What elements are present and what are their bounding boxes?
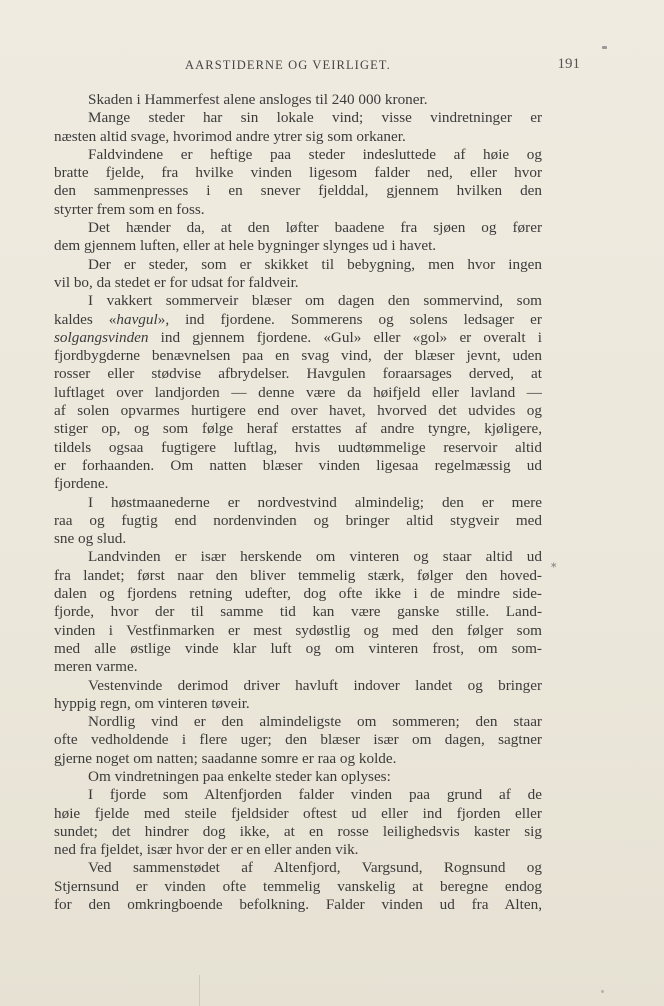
text-line: I høstmaanederne er nordvestvind almindelig; den er mere [88, 493, 542, 511]
text-line: Landvinden er især herskende om vinteren og staar altid ud [88, 548, 542, 566]
text-line: Stjernsund er vinden ofte temmelig vanskelig at beregne endog [54, 877, 542, 895]
text-line [54, 292, 542, 310]
text-run: kaldes « [54, 310, 117, 328]
margin-mark: * [551, 561, 557, 574]
text-line: Nordlig vind er den almindeligste om sommeren; den staar [88, 713, 542, 731]
italic-term: havgul [116, 310, 158, 328]
text-line: den sammenpresses i en snever fjelddal, gjennem hvilken den [54, 182, 542, 200]
text-line: Vestenvinde derimod driver havluft indover landet og bringer [88, 676, 542, 694]
text-line: ned fra fjeldet, især hvor der er en eller anden vik. [54, 841, 359, 859]
page-header [60, 56, 580, 78]
text-line: med alle østlige vinde klar luft og om vinteren frost, om som- [54, 639, 542, 657]
text-line: raa og fugtig end nordenvinden og bringer altid stygveir med [54, 511, 542, 529]
text-line: fjordbygderne benævnelsen paa en svag vind, der blæser jevnt, uden [54, 347, 542, 365]
body-text [54, 91, 542, 914]
text-line: Mange steder har sin lokale vind; visse vindretninger er [88, 109, 542, 127]
text-line: rosser eller stødvise afbrydelser. Havgulen foraarsages derved, at [54, 365, 542, 383]
paper-fold-line [199, 975, 200, 1006]
text-line: tildels ogsaa fugtigere luftlag, hvis uudtømmelige reservoir altid [54, 438, 542, 456]
text-line: I fjorde som Altenfjorden falder vinden paa grund af de [88, 786, 542, 804]
text-line [54, 311, 542, 329]
text-line: luftlaget over landjorden — denne være da høifjeld eller lavland — [54, 383, 542, 401]
text-run: », ind fjordene. Sommerens og solens ledsager er [157, 310, 542, 328]
ink-fleck [601, 990, 604, 993]
text-line: ofte vedholdende i flere uger; den blæser især om dagen, sagtner [54, 731, 542, 749]
page-number: 191 [557, 56, 580, 72]
text-line: stiger op, og som følge heraf erstattes af andre tyngre, kjøligere, [54, 420, 542, 438]
text-line: høie fjelde med steile fjeldsider oftest ud eller ind fjorden eller [54, 804, 542, 822]
text-line [54, 329, 542, 347]
text-line: hyppig regn, om vinteren tøveir. [54, 694, 250, 712]
text-run: ind gjennem fjordene. «Gul» eller «gol» er overalt i [148, 328, 542, 346]
text-line: dalen og fjordens retning udefter, dog ofte ikke i de mindre side- [54, 585, 542, 603]
text-line: Faldvindene er heftige paa steder indesluttede af høie og [88, 145, 542, 163]
text-line: sundet; det hindrer dog ikke, at en rosse leilighedsvis kaster sig [54, 822, 542, 840]
text-line: næsten altid svage, hvorimod andre ytrer sig som orkaner. [54, 127, 406, 145]
text-run: I vakkert sommerveir blæser om dagen den sommervind, som [88, 292, 542, 310]
text-line: styrter frem som en foss. [54, 200, 205, 218]
text-line: Det hænder da, at den løfter baadene fra sjøen og fører [88, 219, 542, 237]
text-line: meren varme. [54, 658, 138, 676]
text-line: bratte fjelde, fra hvilke vinden ligesom falder ned, eller hvor [54, 164, 542, 182]
text-line: er forhaanden. Om natten blæser vinden ligesaa regelmæssig ud [54, 456, 542, 474]
text-line: fra landet; først naar den bliver temmelig stærk, følger den hoved- [54, 566, 542, 584]
italic-term: solgangsvinden [54, 328, 149, 346]
text-line: fjordene. [54, 475, 109, 493]
text-line: Skaden i Hammerfest alene ansloges til 240 000 kroner. [88, 91, 428, 108]
text-line: Der er steder, som er skikket til bebygning, men hvor ingen [88, 255, 542, 273]
text-line: for den omkringboende befolkning. Falder vinden ud fra Alten, [54, 896, 542, 914]
text-line: Om vindretningen paa enkelte steder kan oplyses: [88, 767, 391, 785]
text-line: af solen opvarmes hurtigere end over havet, hvorved det udvides og [54, 402, 542, 420]
text-line: fjorde, hvor der til samme tid kan være ganske stille. Land- [54, 603, 542, 621]
running-title: AARSTIDERNE OG VEIRLIGET. [185, 58, 391, 72]
text-line: vil bo, da stedet er for udsat for faldveir. [54, 273, 299, 291]
text-line: gjerne noget om natten; saadanne somre er raa og kolde. [54, 749, 397, 767]
text-line: dem gjennem luften, eller at hele bygninger slynges ud i havet. [54, 237, 437, 255]
ink-fleck [602, 46, 607, 49]
text-line: Ved sammenstødet af Altenfjord, Vargsund, Rognsund og [88, 859, 542, 877]
text-line: vinden i Vestfinmarken er mest sydøstlig og med den følger som [54, 621, 542, 639]
text-line: sne og slud. [54, 530, 127, 548]
